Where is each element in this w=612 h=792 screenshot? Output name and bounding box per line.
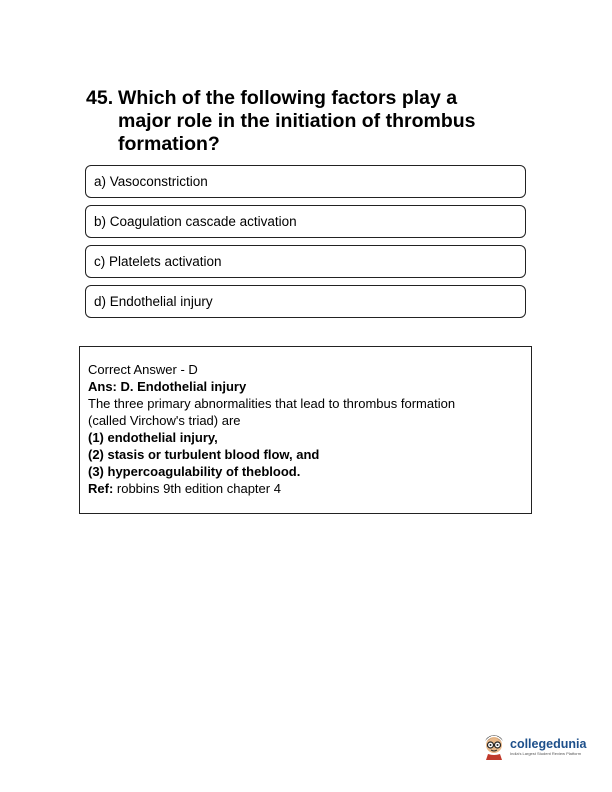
question-heading <box>86 87 506 156</box>
logo-name: collegedunia <box>510 736 587 751</box>
reference-label: Ref: <box>88 481 114 496</box>
option-a[interactable]: a) Vasoconstriction <box>85 165 526 198</box>
correct-answer-label: Correct Answer - D <box>88 362 198 377</box>
point-3: (3) hypercoagulability of theblood. <box>88 464 301 479</box>
question-number: 45. <box>86 87 114 109</box>
answer-box <box>79 346 532 514</box>
option-b[interactable]: b) Coagulation cascade activation <box>85 205 526 238</box>
options-list <box>85 165 526 325</box>
answer-title: Ans: D. Endothelial injury <box>88 379 247 394</box>
mascot-icon <box>481 732 507 760</box>
point-1: (1) endothelial injury, <box>88 430 218 445</box>
explanation-line-1: The three primary abnormalities that lead to thrombus formation <box>88 396 456 411</box>
collegedunia-logo <box>481 731 587 761</box>
explanation-line-2: (called Virchow's triad) are <box>88 413 241 428</box>
reference-line <box>88 480 523 497</box>
option-c[interactable]: c) Platelets activation <box>85 245 526 278</box>
logo-tagline: India's Largest Student Review Platform <box>510 750 582 756</box>
option-d[interactable]: d) Endothelial injury <box>85 285 526 318</box>
question-text: Which of the following factors play a major role in the initiation of thrombus formation? <box>118 87 476 155</box>
point-2: (2) stasis or turbulent blood flow, and <box>88 447 320 462</box>
reference-text: robbins 9th edition chapter 4 <box>113 481 281 496</box>
